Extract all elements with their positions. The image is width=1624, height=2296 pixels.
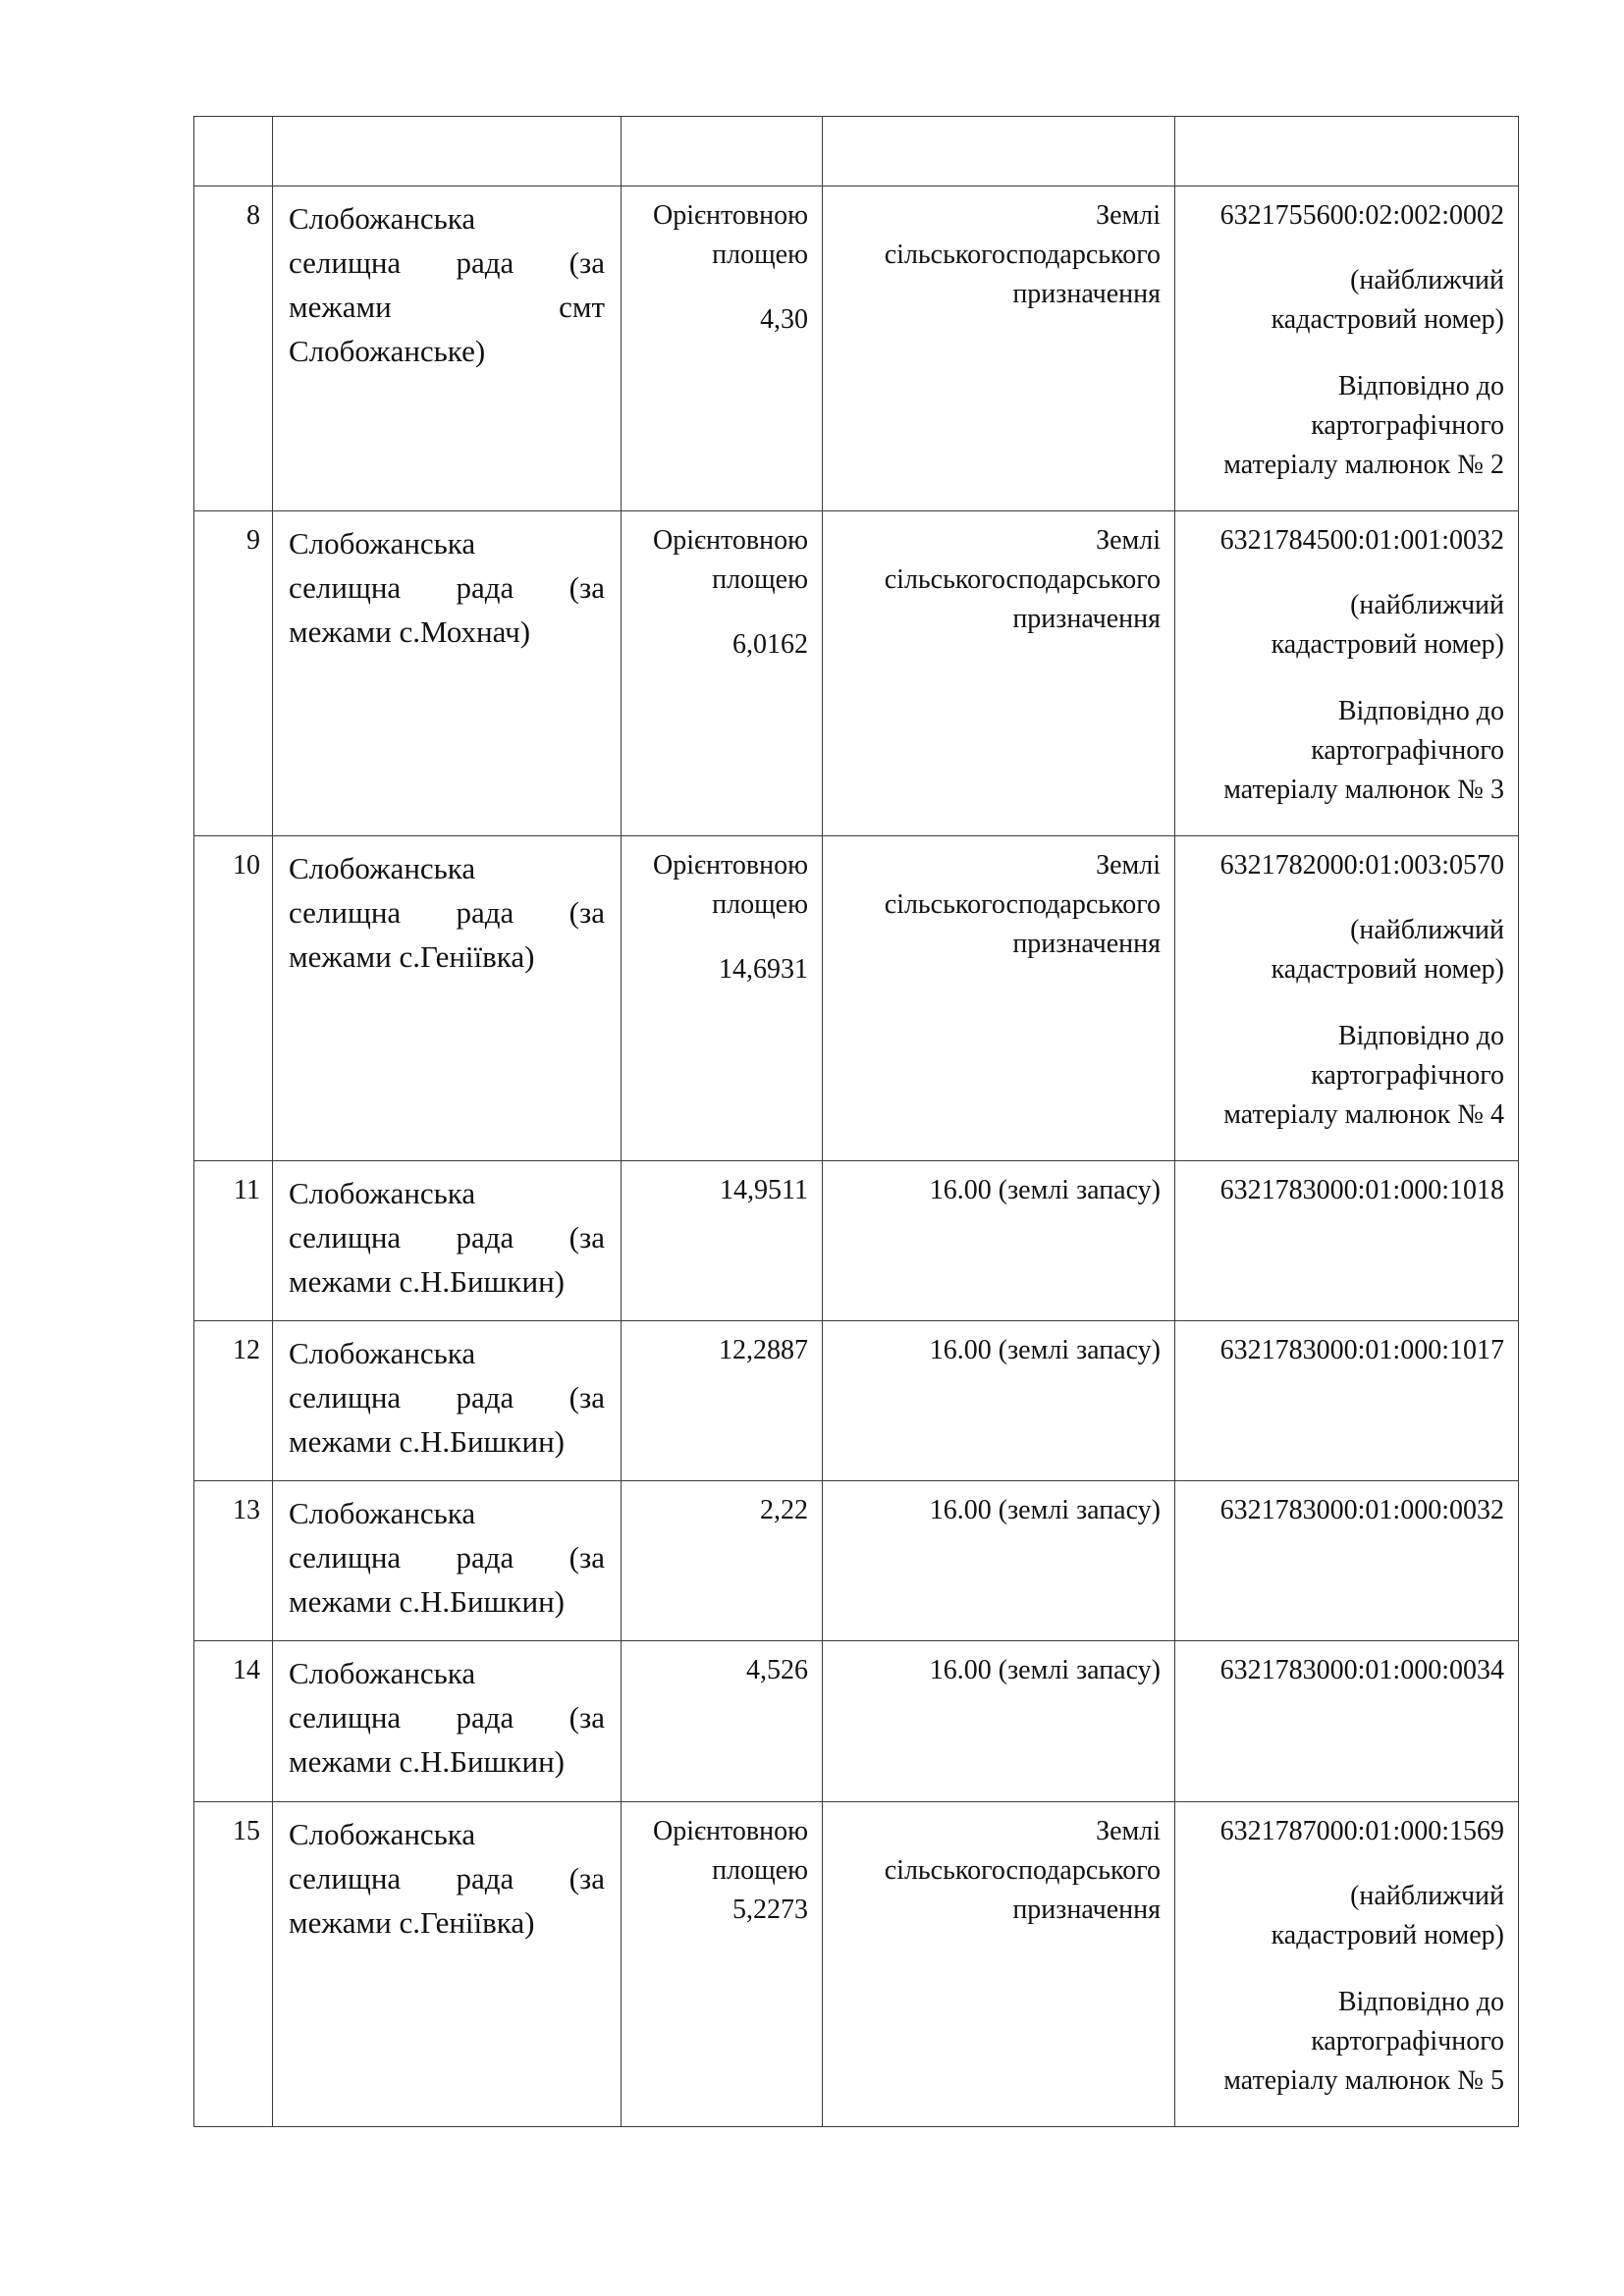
plot-area: Орієнтовною площею 5,2273 — [622, 1802, 823, 2127]
plot-area: 14,9511 — [622, 1161, 823, 1321]
table-row — [194, 1802, 1519, 2127]
plot-area: 12,2887 — [622, 1321, 823, 1481]
land-purpose: Землі сільськогосподарського призначення — [823, 187, 1175, 511]
plot-area: Орієнтовною площею 14,6931 — [622, 836, 823, 1161]
plot-area: 2,22 — [622, 1481, 823, 1641]
land-purpose: 16.00 (землі запасу) — [823, 1161, 1175, 1321]
table-row — [194, 1321, 1519, 1481]
header-cell — [194, 117, 273, 187]
cadastral-number: 6321783000:01:000:0032 — [1175, 1481, 1519, 1641]
plot-area: Орієнтовною площею 4,30 — [622, 187, 823, 511]
land-purpose: 16.00 (землі запасу) — [823, 1641, 1175, 1802]
row-number: 11 — [194, 1161, 273, 1321]
council-name: Слобожанська селищна рада (за межами смт Слобожанське) — [273, 187, 622, 511]
table-header-row-empty — [194, 117, 1519, 187]
row-number: 13 — [194, 1481, 273, 1641]
council-name: Слобожанська селищна рада (за межами с.Н.Бишкин) — [273, 1161, 622, 1321]
cadastral-number: 6321783000:01:000:1017 — [1175, 1321, 1519, 1481]
plot-area: 4,526 — [622, 1641, 823, 1802]
row-number: 9 — [194, 511, 273, 836]
plot-area: Орієнтовною площею 6,0162 — [622, 511, 823, 836]
cadastral-number: 6321787000:01:000:1569 (найближчий кадастровий номер) Відповідно до картографічного матеріалу малюнок № 5 — [1175, 1802, 1519, 2127]
land-plots-table — [193, 116, 1519, 2127]
table-row — [194, 836, 1519, 1161]
land-purpose: 16.00 (землі запасу) — [823, 1321, 1175, 1481]
header-cell — [823, 117, 1175, 187]
land-purpose: 16.00 (землі запасу) — [823, 1481, 1175, 1641]
header-cell — [1175, 117, 1519, 187]
table-row — [194, 511, 1519, 836]
cadastral-number: 6321782000:01:003:0570 (найближчий кадастровий номер) Відповідно до картографічного матеріалу малюнок № 4 — [1175, 836, 1519, 1161]
row-number: 8 — [194, 187, 273, 511]
cadastral-number: 6321783000:01:000:0034 — [1175, 1641, 1519, 1802]
table-row — [194, 187, 1519, 511]
land-purpose: Землі сільськогосподарського призначення — [823, 511, 1175, 836]
table-row — [194, 1641, 1519, 1802]
row-number: 10 — [194, 836, 273, 1161]
row-number: 12 — [194, 1321, 273, 1481]
table-row — [194, 1161, 1519, 1321]
row-number: 14 — [194, 1641, 273, 1802]
cadastral-number: 6321783000:01:000:1018 — [1175, 1161, 1519, 1321]
header-cell — [622, 117, 823, 187]
header-cell — [273, 117, 622, 187]
council-name: Слобожанська селищна рада (за межами с.Геніївка) — [273, 836, 622, 1161]
council-name: Слобожанська селищна рада (за межами с.Мохнач) — [273, 511, 622, 836]
council-name: Слобожанська селищна рада (за межами с.Геніївка) — [273, 1802, 622, 2127]
table-row — [194, 1481, 1519, 1641]
land-purpose: Землі сільськогосподарського призначення — [823, 836, 1175, 1161]
cadastral-number: 6321784500:01:001:0032 (найближчий кадастровий номер) Відповідно до картографічного матеріалу малюнок № 3 — [1175, 511, 1519, 836]
land-purpose: Землі сільськогосподарського призначення — [823, 1802, 1175, 2127]
council-name: Слобожанська селищна рада (за межами с.Н.Бишкин) — [273, 1321, 622, 1481]
council-name: Слобожанська селищна рада (за межами с.Н.Бишкин) — [273, 1481, 622, 1641]
council-name: Слобожанська селищна рада (за межами с.Н.Бишкин) — [273, 1641, 622, 1802]
cadastral-number: 6321755600:02:002:0002 (найближчий кадастровий номер) Відповідно до картографічного матеріалу малюнок № 2 — [1175, 187, 1519, 511]
row-number: 15 — [194, 1802, 273, 2127]
